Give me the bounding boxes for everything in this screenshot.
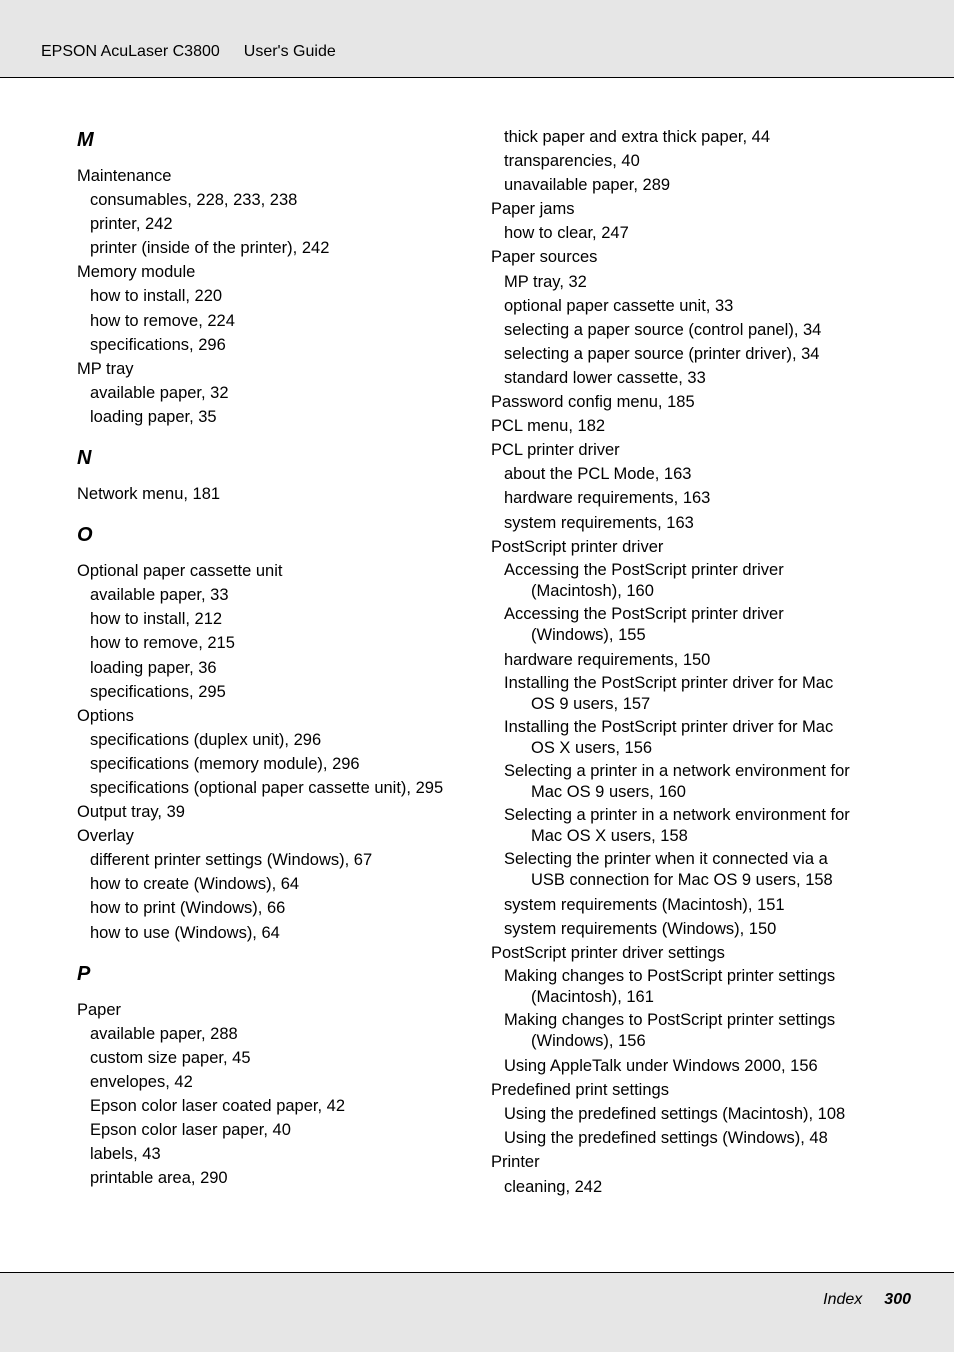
index-subentry: specifications, 295	[90, 682, 226, 701]
index-subentry: hardware requirements, 163	[504, 489, 711, 508]
index-entry: PCL menu, 182	[491, 417, 606, 436]
index-subentry	[491, 604, 891, 646]
index-entry: Options	[77, 706, 134, 725]
index-entry: Paper jams	[491, 200, 575, 219]
index-subentry: Epson color laser paper, 40	[90, 1121, 291, 1140]
index-subentry: how to remove, 224	[90, 311, 235, 330]
index-entry: Memory module	[77, 263, 196, 282]
index-subentry-continuation: Mac OS 9 users, 160	[531, 782, 686, 801]
index-subentry-line: Selecting a printer in a network environment for	[504, 761, 850, 780]
index-subentry-line: Selecting the printer when it connected via a	[504, 849, 828, 868]
index-subentry	[491, 966, 891, 1008]
header-title	[41, 43, 336, 61]
section-gap	[77, 945, 477, 958]
index-entry: Predefined print settings	[491, 1081, 669, 1100]
index-column-left	[77, 124, 477, 1190]
index-subentry	[491, 673, 891, 715]
index-entry: Printer	[491, 1153, 540, 1172]
index-subentry: available paper, 33	[90, 586, 229, 605]
index-subentry: Using the predefined settings (Windows), 48	[504, 1129, 828, 1148]
index-subentry: how to install, 212	[90, 610, 223, 629]
index-subentry: envelopes, 42	[90, 1072, 193, 1091]
index-subentry: system requirements (Macintosh), 151	[504, 895, 785, 914]
index-subentry: hardware requirements, 150	[504, 650, 711, 669]
index-subentry: printer (inside of the printer), 242	[90, 239, 330, 258]
index-subentry: how to install, 220	[90, 287, 223, 306]
index-subentry: available paper, 32	[90, 383, 229, 402]
index-entry: Maintenance	[77, 167, 172, 185]
section-gap	[77, 429, 477, 442]
index-subentry-line: Installing the PostScript printer driver for Mac	[504, 673, 834, 692]
index-subentry: labels, 43	[90, 1145, 161, 1164]
index-subentry: standard lower cassette, 33	[504, 368, 706, 387]
index-subentry-continuation: (Macintosh), 160	[531, 581, 654, 600]
index-entry: Output tray, 39	[77, 803, 185, 822]
index-subentry: Using the predefined settings (Macintosh), 108	[504, 1105, 846, 1124]
index-subentry: how to print (Windows), 66	[90, 899, 286, 918]
index-subentry-line: Accessing the PostScript printer driver	[504, 560, 784, 579]
index-subentry: different printer settings (Windows), 67	[90, 851, 373, 870]
index-subentry: unavailable paper, 289	[504, 176, 671, 195]
index-entry: Overlay	[77, 827, 134, 846]
index-subentry	[491, 717, 891, 759]
index-subentry: specifications, 296	[90, 335, 226, 354]
index-subentry: how to create (Windows), 64	[90, 875, 300, 894]
index-subentry	[491, 761, 891, 803]
index-entry: MP tray	[77, 359, 134, 378]
index-subentry: transparencies, 40	[504, 152, 640, 171]
index-subentry-continuation: Mac OS X users, 158	[531, 826, 688, 845]
index-subentry: consumables, 228, 233, 238	[90, 191, 298, 210]
index-subentry: how to clear, 247	[504, 224, 629, 243]
index-entry: Password config menu, 185	[491, 393, 695, 412]
index-subentry-continuation: (Windows), 156	[531, 1032, 646, 1051]
index-subentry: specifications (duplex unit), 296	[90, 730, 322, 749]
index-subentry: available paper, 288	[90, 1024, 238, 1043]
index-subentry: printer, 242	[90, 215, 173, 234]
index-subentry: thick paper and extra thick paper, 44	[504, 128, 770, 146]
index-subentry-line: Selecting a printer in a network environment for	[504, 805, 850, 824]
index-subentry: about the PCL Mode, 163	[504, 465, 692, 484]
index-subentry: custom size paper, 45	[90, 1048, 251, 1067]
index-entry: Optional paper cassette unit	[77, 562, 283, 581]
index-subentry: printable area, 290	[90, 1169, 228, 1188]
index-entry: PostScript printer driver	[491, 537, 664, 556]
index-subentry-line: Accessing the PostScript printer driver	[504, 604, 784, 623]
index-subentry-continuation: (Windows), 155	[531, 625, 646, 644]
index-subentry: system requirements (Windows), 150	[504, 919, 777, 938]
index-subentry: specifications (optional paper cassette unit), 295	[90, 778, 444, 797]
index-subentry: selecting a paper source (control panel), 34	[504, 320, 822, 339]
index-subentry-continuation: USB connection for Mac OS 9 users, 158	[531, 870, 833, 889]
index-subentry: specifications (memory module), 296	[90, 754, 360, 773]
page-header	[0, 0, 954, 78]
index-subentry: MP tray, 32	[504, 272, 587, 291]
index-entry: Network menu, 181	[77, 485, 221, 504]
index-letter-heading: M	[77, 129, 94, 151]
index-subentry-continuation: (Macintosh), 161	[531, 988, 654, 1007]
index-subentry: loading paper, 35	[90, 407, 217, 426]
index-entry: Paper sources	[491, 248, 598, 267]
index-subentry: system requirements, 163	[504, 513, 694, 532]
index-subentry: Using AppleTalk under Windows 2000, 156	[504, 1057, 818, 1076]
index-subentry-continuation: OS X users, 156	[531, 738, 653, 757]
index-subentry: how to remove, 215	[90, 634, 235, 653]
index-letter-heading: O	[77, 524, 93, 547]
index-subentry: selecting a paper source (printer driver), 34	[504, 344, 820, 363]
index-subentry-line: Making changes to PostScript printer settings	[504, 1011, 836, 1030]
section-gap	[77, 506, 477, 519]
index-subentry: how to use (Windows), 64	[90, 923, 280, 942]
index-subentry: cleaning, 242	[504, 1177, 603, 1196]
header-doc-title: User's Guide	[243, 43, 336, 60]
footer-label	[823, 1291, 911, 1309]
index-subentry	[491, 1010, 891, 1052]
index-entry: PCL printer driver	[491, 441, 620, 460]
index-entry: Paper	[77, 1000, 122, 1019]
index-subentry	[491, 805, 891, 847]
index-letter-heading: N	[77, 447, 92, 470]
index-subentry: Epson color laser coated paper, 42	[90, 1097, 346, 1115]
index-subentry-line: Making changes to PostScript printer settings	[504, 967, 836, 986]
index-subentry: optional paper cassette unit, 33	[504, 296, 734, 315]
index-subentry: loading paper, 36	[90, 658, 217, 677]
header-product: EPSON AcuLaser C3800	[41, 43, 220, 60]
index-letter-heading: P	[77, 962, 91, 985]
page-number: 300	[884, 1291, 911, 1308]
index-subentry-line: Installing the PostScript printer driver for Mac	[504, 717, 834, 736]
index-entry: PostScript printer driver settings	[491, 943, 725, 962]
index-subentry	[491, 849, 891, 891]
index-subentry	[491, 560, 891, 602]
index-column-right	[491, 125, 891, 1199]
page-footer	[0, 1272, 954, 1352]
footer-section: Index	[823, 1291, 863, 1308]
index-subentry-continuation: OS 9 users, 157	[531, 694, 651, 713]
